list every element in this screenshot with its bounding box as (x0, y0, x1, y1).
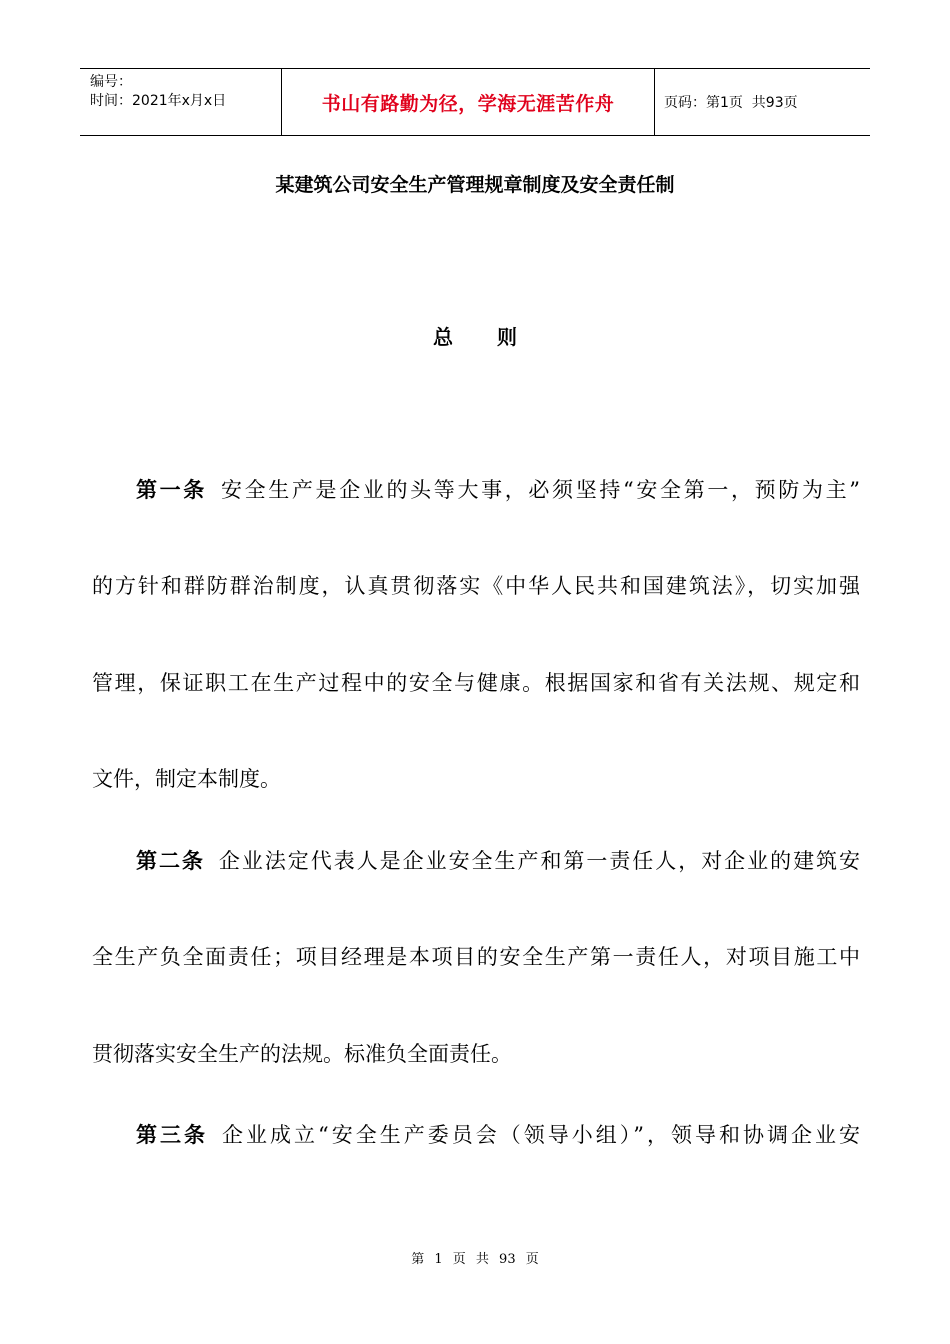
article-text: 企业法定代表人是企业安全生产和第一责任人，对企业的建筑安 (218, 849, 861, 873)
article-text: 企业成立“安全生产委员会（领导小组）”，领导和协调企业安 (222, 1123, 860, 1147)
article-2-line-2: 全生产负全面责任；项目经理是本项目的安全生产第一责任人，对项目施工中 (92, 945, 860, 969)
article-number: 第三条 (136, 1123, 209, 1147)
article-3-line-1 (136, 1120, 860, 1150)
article-1-line-2: 的方针和群防群治制度，认真贯彻落实《中华人民共和国建筑法》，切实加强 (92, 574, 860, 598)
article-number: 第二条 (136, 849, 205, 873)
header-page-info: 页码：第1页 共93页 (664, 95, 798, 111)
article-2-line-3: 贯彻落实安全生产的法规。标准负全面责任。 (92, 1042, 512, 1066)
header-motto: 书山有路勤为径，学海无涯苦作舟 (321, 92, 615, 115)
header-divider (654, 69, 655, 135)
document-date: 时间：2021年x月x日 (90, 93, 227, 109)
article-1-line-4: 文件，制定本制度。 (92, 767, 281, 791)
page-header (80, 68, 870, 136)
document-title: 某建筑公司安全生产管理规章制度及安全责任制 (275, 174, 675, 196)
document-number-label: 编号： (90, 74, 132, 90)
page-footer: 第 1 页 共 93 页 (411, 1252, 539, 1267)
article-text: 安全生产是企业的头等大事，必须坚持“安全第一，预防为主” (220, 478, 860, 502)
article-1-line-1 (136, 475, 860, 505)
article-number: 第一条 (136, 478, 207, 502)
article-1-line-3: 管理，保证职工在生产过程中的安全与健康。根据国家和省有关法规、规定和 (92, 671, 860, 695)
section-title: 总则 (433, 325, 561, 349)
header-meta (90, 73, 226, 111)
article-2-line-1 (136, 846, 860, 876)
